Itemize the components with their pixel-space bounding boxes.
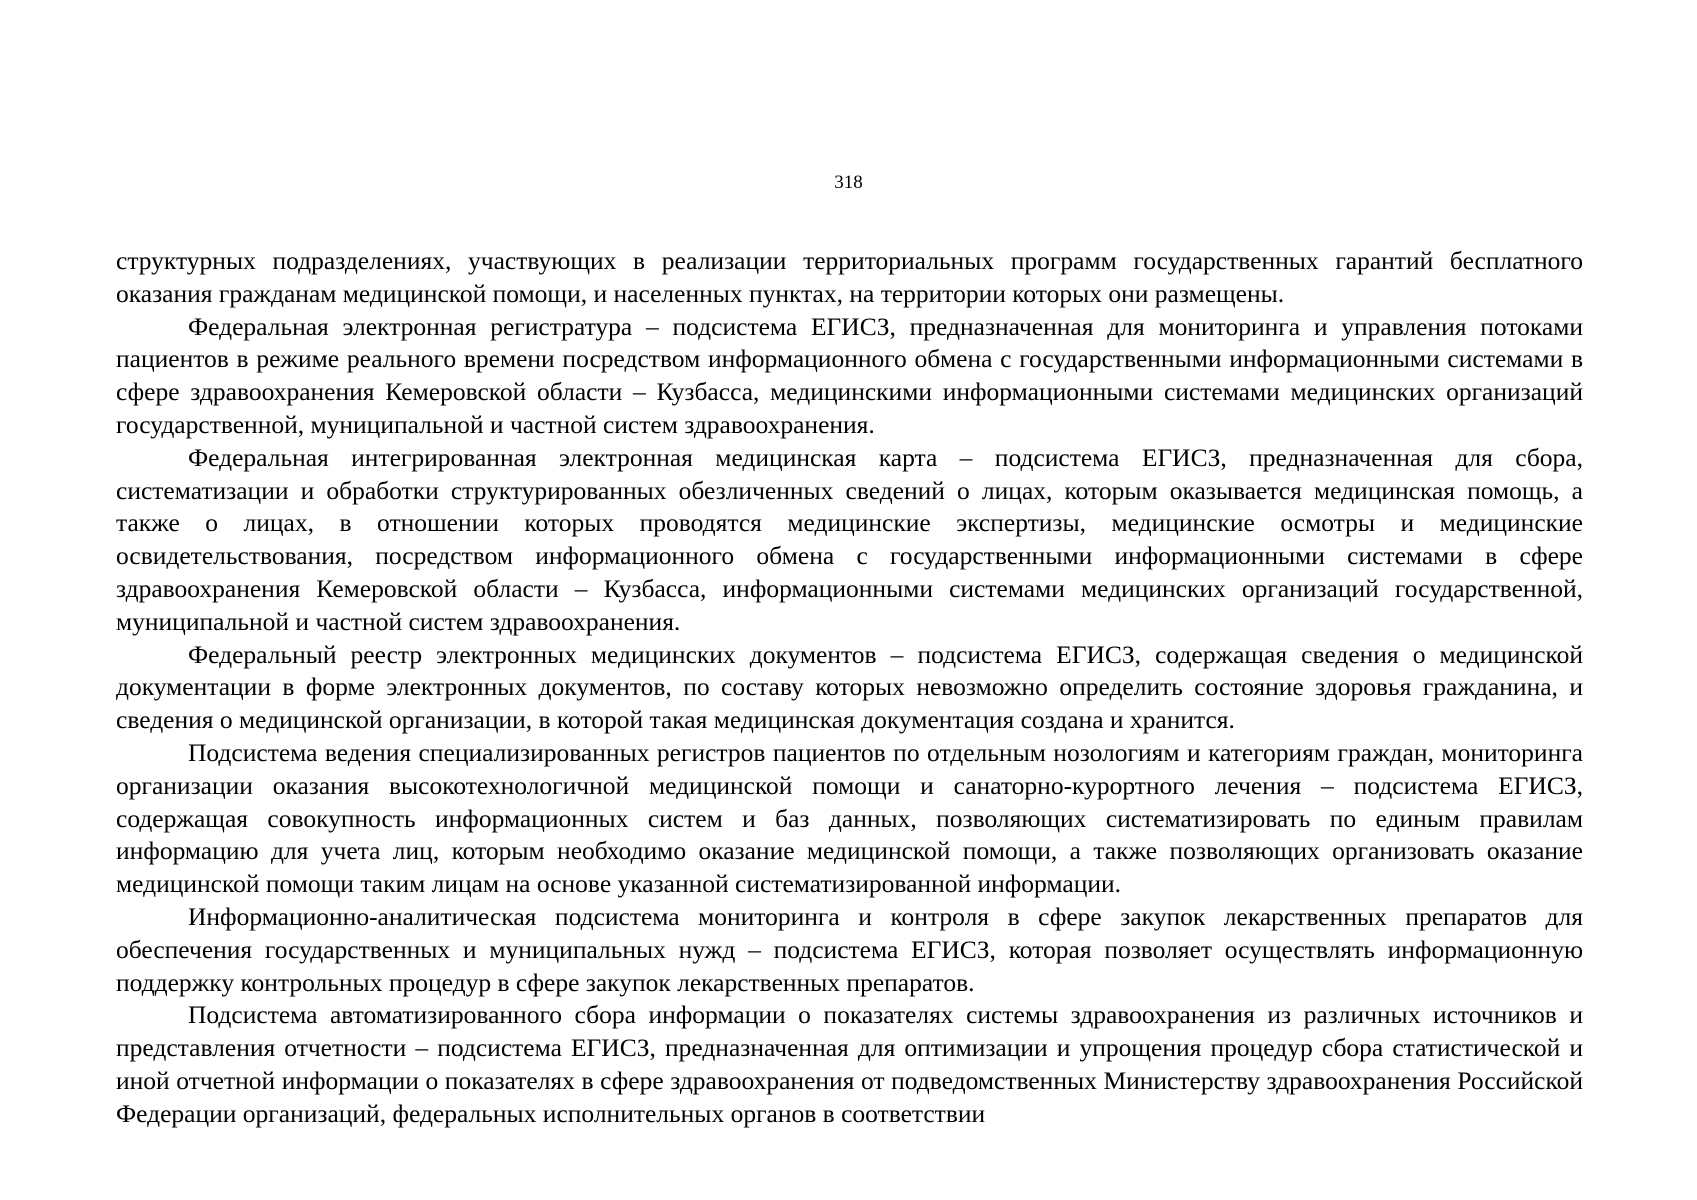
paragraph-3: Федеральная интегрированная электронная медицинская карта – подсистема ЕГИСЗ, предназначенная для сбора, систематизации и обработки структурированных обезличенных сведений о лицах, которым оказывается медицинская помощь, а также о лицах, в отношении которых проводятся медицинские экспертизы, медицинские осмотры и медицинские освидетельствования, посредством информационного обмена с государственными информационными системами в сфере здравоохранения Кемеровской области – Кузбасса, информационными системами медицинских организаций государственной, муниципальной и частной систем здравоохранения.: [116, 442, 1583, 636]
paragraph-1: структурных подразделениях, участвующих в реализации территориальных программ государственных гарантий бесплатного оказания гражданам медицинской помощи, и населенных пунктах, на территории которых они размещены.: [116, 246, 1583, 308]
paragraph-2: Федеральная электронная регистратура – подсистема ЕГИСЗ, предназначенная для мониторинга и управления потоками пациентов в режиме реального времени посредством информационного обмена с государственными информационными системами в сфере здравоохранения Кемеровской области – Кузбасса, медицинскими информационными системами медицинских организаций государственной, муниципальной и частной систем здравоохранения.: [116, 311, 1583, 439]
paragraph-4: Федеральный реестр электронных медицинских документов – подсистема ЕГИСЗ, содержащая сведения о медицинской документации в форме электронных документов, по составу которых невозможно определить состояние здоровья гражданина, и сведения о медицинской организации, в которой такая медицинская документация создана и хранится.: [116, 639, 1583, 735]
page-number: 318: [834, 172, 863, 193]
paragraph-7: Подсистема автоматизированного сбора информации о показателях системы здравоохранения из различных источников и представления отчетности – подсистема ЕГИСЗ, предназначенная для оптимизации и упрощения процедур сбора статистической и иной отчетной информации о показателях в сфере здравоохранения от подведомственных Министерству здравоохранения Российской Федерации организаций, федеральных исполнительных органов в соответствии: [116, 1000, 1583, 1128]
paragraph-5: Подсистема ведения специализированных регистров пациентов по отдельным нозологиям и категориям граждан, мониторинга организации оказания высокотехнологичной медицинской помощи и санаторно-курортного лечения – подсистема ЕГИСЗ, содержащая совокупность информационных систем и баз данных, позволяющих систематизировать по единым правилам информацию для учета лиц, которым необходимо оказание медицинской помощи, а также позволяющих организовать оказание медицинской помощи таким лицам на основе указанной систематизированной информации.: [116, 737, 1583, 899]
paragraph-6: Информационно-аналитическая подсистема мониторинга и контроля в сфере закупок лекарственных препаратов для обеспечения государственных и муниципальных нужд – подсистема ЕГИСЗ, которая позволяет осуществлять информационную поддержку контрольных процедур в сфере закупок лекарственных препаратов.: [116, 901, 1583, 997]
body-text: [116, 245, 1583, 1131]
